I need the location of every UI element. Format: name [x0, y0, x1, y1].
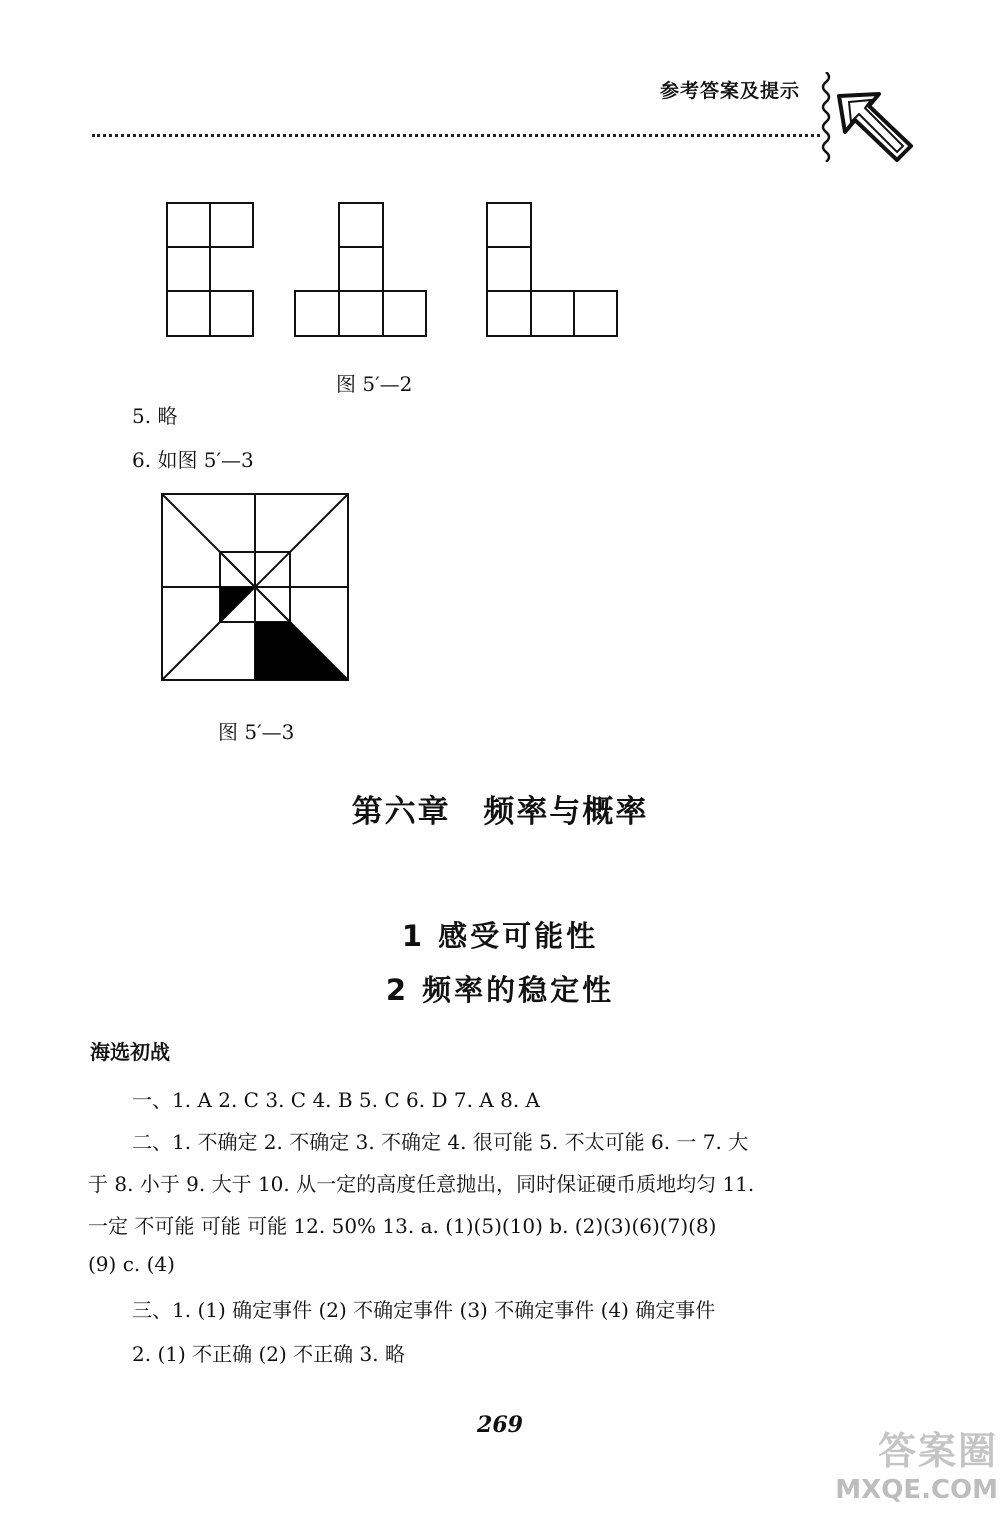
- answer-line: 5. 略: [132, 404, 178, 428]
- subheading: 海选初战: [90, 1040, 170, 1064]
- page-number: 269: [477, 1412, 523, 1438]
- header-dotted-rule: [92, 134, 820, 137]
- wavy-border-icon: [818, 72, 834, 162]
- answer-line: 一、1. A 2. C 3. C 4. B 5. C 6. D 7. A 8. A: [132, 1088, 540, 1112]
- answer-line: 二、1. 不确定 2. 不确定 3. 不确定 4. 很可能 5. 不太可能 6. 一 7. 大: [132, 1130, 749, 1154]
- figure-5-2: [160, 198, 630, 343]
- answer-line: (9) c. (4): [88, 1252, 175, 1276]
- section-title-1: 1 感受可能性: [401, 919, 599, 953]
- chapter-title: 第六章 频率与概率: [351, 794, 649, 830]
- watermark-text-en: MXQE.COM: [835, 1475, 998, 1505]
- arrow-icon: [835, 90, 915, 162]
- watermark-logo: [826, 1420, 998, 1510]
- figure-5-3-caption: 图 5′—3: [218, 720, 295, 744]
- page-header-title: 参考答案及提示: [660, 80, 801, 102]
- answer-line: 一定 不可能 可能 可能 12. 50% 13. a. (1)(5)(10) b. (2)(3)(6)(7)(8): [88, 1214, 717, 1238]
- answer-line: 6. 如图 5′—3: [132, 448, 254, 472]
- figure-5-3: [160, 492, 352, 684]
- answer-line: 于 8. 小于 9. 大于 10. 从一定的高度任意抛出，同时保证硬币质地均匀 11.: [88, 1172, 755, 1196]
- section-title-2: 2 频率的稳定性: [385, 973, 615, 1007]
- watermark-text-cn: 答案圈: [877, 1429, 998, 1473]
- figure-5-2-caption: 图 5′—2: [336, 372, 413, 396]
- answer-line: 三、1. (1) 确定事件 (2) 不确定事件 (3) 不确定事件 (4) 确定事件: [132, 1298, 716, 1322]
- answer-line: 2. (1) 不正确 (2) 不正确 3. 略: [132, 1342, 405, 1366]
